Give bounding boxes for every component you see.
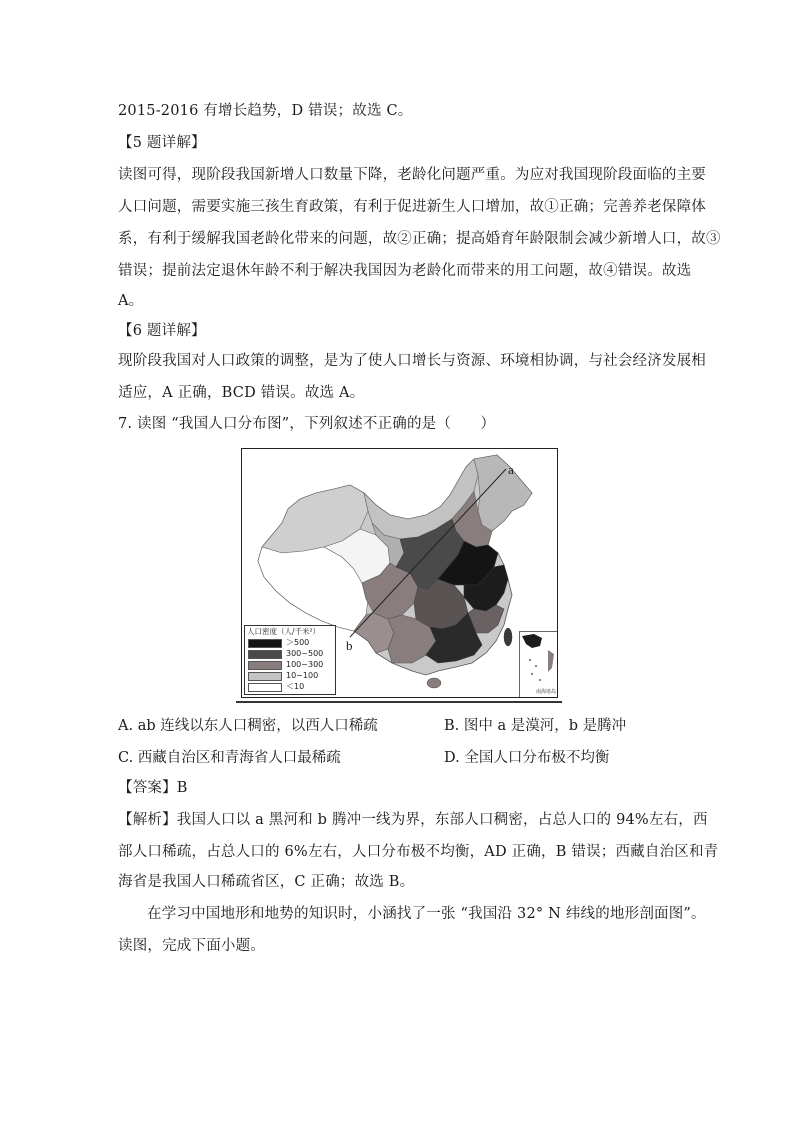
map-point-a-label: a xyxy=(508,462,514,477)
section-heading-5: 【5 题详解】 xyxy=(118,135,206,151)
paragraph-line: 读图可得，现阶段我国新增人口数量下降，老龄化问题严重。为应对我国现阶段面临的主要 xyxy=(118,167,706,183)
legend-swatch xyxy=(248,639,282,648)
legend-label: 100~300 xyxy=(286,660,324,669)
legend-label: ＜10 xyxy=(286,682,305,691)
legend-item xyxy=(248,638,334,648)
legend-swatch xyxy=(248,683,282,692)
paragraph-line: 2015-2016 有增长趋势，D 错误；故选 C。 xyxy=(118,103,413,119)
legend-title: 人口密度（人/千米²） xyxy=(247,627,321,636)
next-question-intro: 在学习中国地形和地势的知识时，小涵找了一张 “我国沿 32° N 纬线的地形剖面图”。 xyxy=(147,906,706,922)
population-density-map xyxy=(241,448,558,698)
paragraph-line: 适应，A 正确，BCD 错误。故选 A。 xyxy=(118,385,365,401)
option-c: C. 西藏自治区和青海省人口最稀疏 xyxy=(118,750,341,766)
next-question-intro: 读图，完成下面小题。 xyxy=(118,938,265,954)
inset-coast xyxy=(522,634,542,648)
legend-item xyxy=(248,649,334,659)
paragraph-line: 错误；提前法定退休年龄不利于解决我国因为老龄化而带来的用工问题，故④错误。故选 xyxy=(118,263,692,279)
map-point-b-label: b xyxy=(346,638,353,653)
paragraph-line: 现阶段我国对人口政策的调整，是为了使人口增长与资源、环境相协调，与社会经济发展相 xyxy=(118,353,706,369)
legend-label: ＞500 xyxy=(286,638,310,647)
option-b: B. 图中 a 是漠河，b 是腾冲 xyxy=(444,718,627,734)
inset-island xyxy=(531,673,533,675)
inset-shapes xyxy=(520,632,558,697)
legend-item xyxy=(248,660,334,670)
legend-item xyxy=(248,671,334,681)
figure-underline xyxy=(236,701,562,703)
legend-label: 300~500 xyxy=(286,649,324,658)
inset-island xyxy=(539,679,541,681)
legend-label: 10~100 xyxy=(286,671,319,680)
legend-item xyxy=(248,682,334,692)
inset-coast xyxy=(548,650,554,672)
analysis-line: 海省是我国人口稀疏省区，C 正确；故选 B。 xyxy=(118,874,415,890)
legend-swatch xyxy=(248,672,282,681)
inset-island xyxy=(529,659,531,661)
paragraph-line: 人口问题，需要实施三孩生育政策，有利于促进新生人口增加，故①正确；完善养老保障体 xyxy=(118,199,706,215)
option-a: A. ab 连线以东人口稠密，以西人口稀疏 xyxy=(118,718,378,734)
legend-swatch xyxy=(248,650,282,659)
paragraph-line: 系，有利于缓解我国老龄化带来的问题，故②正确；提高婚育年龄限制会减少新增人口，故③ xyxy=(118,231,721,247)
map-region-hainan xyxy=(427,678,441,688)
analysis-line: 部人口稀疏，占总人口的 6%左右，人口分布极不均衡，AD 正确，B 错误；西藏自治区和青 xyxy=(118,844,719,860)
question-7: 7. 读图 “我国人口分布图”，下列叙述不正确的是（ ） xyxy=(118,416,496,432)
option-d: D. 全国人口分布极不均衡 xyxy=(444,750,610,766)
section-heading-6: 【6 题详解】 xyxy=(118,323,206,339)
analysis-line: 【解析】我国人口以 a 黑河和 b 腾冲一线为界，东部人口稠密，占总人口的 94%左右，西 xyxy=(118,812,708,828)
answer: 【答案】B xyxy=(118,780,188,796)
inset-label: 南海诸岛 xyxy=(535,689,556,695)
inset-island xyxy=(535,665,537,667)
south-china-sea-inset xyxy=(519,631,558,697)
map-legend xyxy=(244,625,336,695)
map-region-taiwan xyxy=(504,628,512,646)
legend-swatch xyxy=(248,661,282,670)
paragraph-line: A。 xyxy=(118,293,144,309)
map-region-northeast xyxy=(474,455,532,531)
